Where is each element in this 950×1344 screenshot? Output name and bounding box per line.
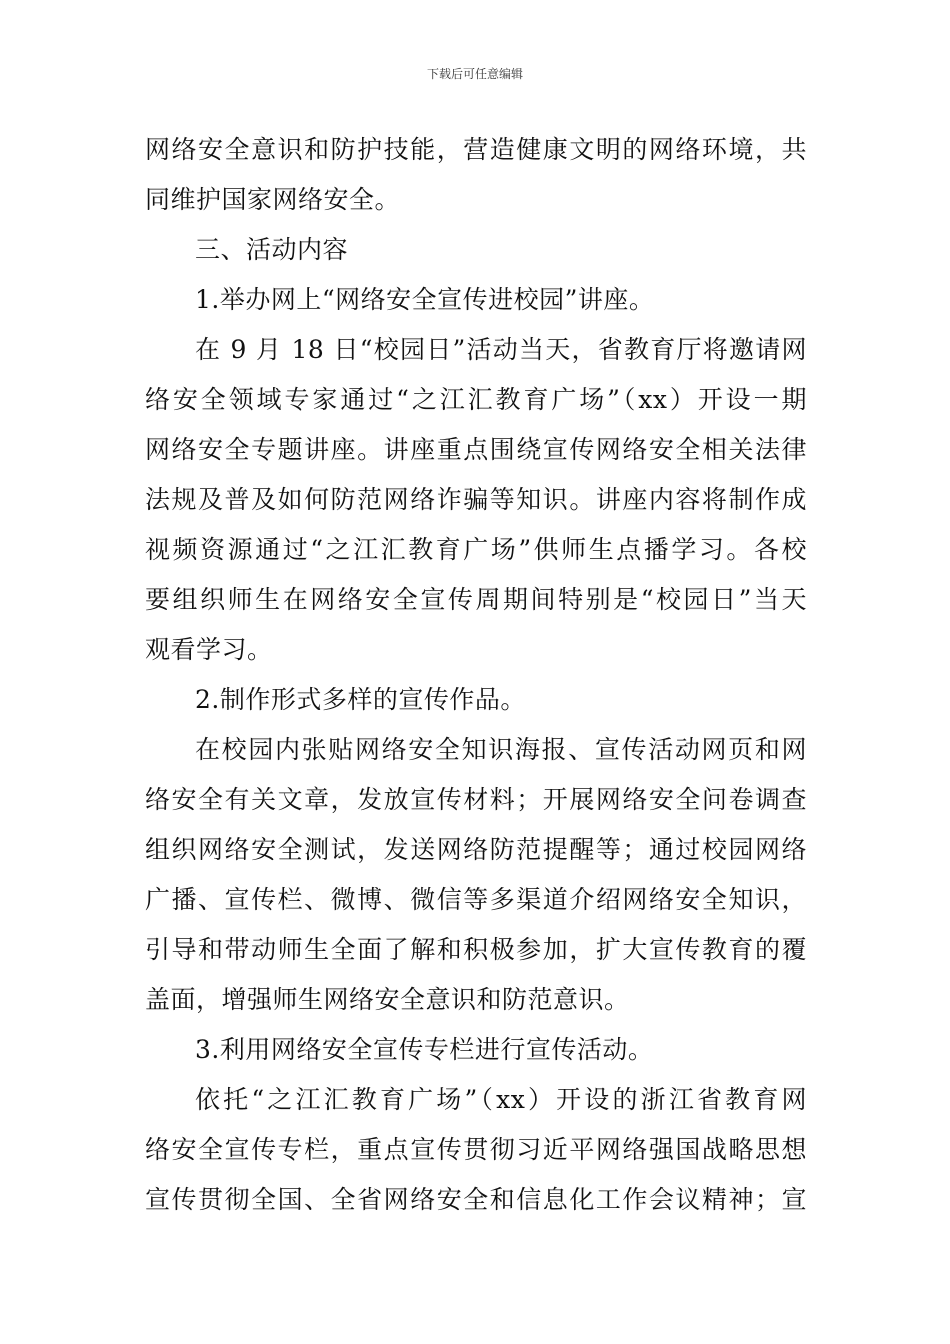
text-line: 在校园内张贴网络安全知识海报、宣传活动网页和网 [195, 735, 807, 764]
text-line: 网络安全专题讲座。讲座重点围绕宣传网络安全相关法律 [145, 435, 807, 464]
text-line: 依托“之江汇教育广场”（xx）开设的浙江省教育网 [195, 1085, 807, 1114]
text-line: 广播、宣传栏、微博、微信等多渠道介绍网络安全知识， [145, 885, 807, 914]
text-line: 网络安全意识和防护技能，营造健康文明的网络环境，共 [145, 135, 807, 164]
text-line: 要组织师生在网络安全宣传周期间特别是“校园日”当天 [145, 585, 807, 614]
text-line: 络安全领域专家通过“之江汇教育广场”（xx）开设一期 [145, 385, 807, 414]
subsection-heading: 3.利用网络安全宣传专栏进行宣传活动。 [195, 1035, 654, 1064]
text-line: 络安全有关文章，发放宣传材料；开展网络安全问卷调查 [145, 785, 807, 814]
text-line: 络安全宣传专栏，重点宣传贯彻习近平网络强国战略思想 [145, 1135, 807, 1164]
text-line: 在 9 月 18 日“校园日”活动当天，省教育厅将邀请网 [195, 335, 807, 364]
section-heading: 三、活动内容 [195, 235, 349, 264]
text-line: 观看学习。 [145, 635, 273, 664]
text-line: 宣传贯彻全国、全省网络安全和信息化工作会议精神；宣 [145, 1185, 807, 1214]
text-line: 视频资源通过“之江汇教育广场”供师生点播学习。各校 [145, 535, 807, 564]
subsection-heading: 1.举办网上“网络安全宣传进校园”讲座。 [195, 285, 655, 314]
text-line: 组织网络安全测试，发送网络防范提醒等；通过校园网络 [145, 835, 807, 864]
text-line: 同维护国家网络安全。 [145, 185, 401, 214]
text-line: 引导和带动师生全面了解和积极参加，扩大宣传教育的覆 [145, 935, 807, 964]
text-line: 法规及普及如何防范网络诈骗等知识。讲座内容将制作成 [145, 485, 807, 514]
text-line: 盖面，增强师生网络安全意识和防范意识。 [145, 985, 630, 1014]
document-body [145, 125, 807, 1225]
page-header: 下载后可任意编辑 [426, 67, 523, 81]
subsection-heading: 2.制作形式多样的宣传作品。 [195, 685, 526, 714]
